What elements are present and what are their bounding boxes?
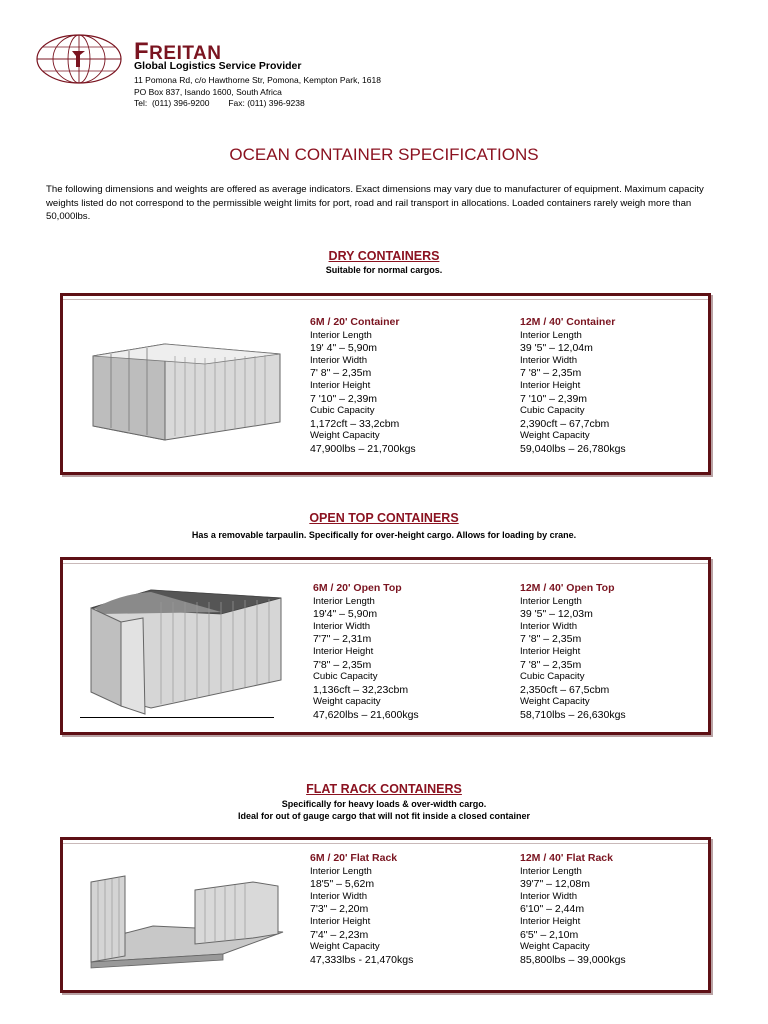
flat-rack-container-image [83,862,288,972]
spec-label: Interior Length [520,329,582,341]
spec-value: 47,333lbs - 21,470kgs [310,953,414,966]
spec-label: Weight Capacity [520,696,590,708]
spec-label: Interior Width [310,890,368,902]
flat-rack-containers-panel [60,837,711,993]
dry-40ft-heading: 12M / 40' Container [520,316,616,328]
spec-label: Interior Height [520,915,581,927]
spec-value: 19' 4" – 5,90m [310,342,378,355]
spec-label: Interior Height [520,645,581,657]
spec-label: Weight Capacity [520,430,590,442]
spec-label: Cubic Capacity [310,405,375,417]
open-top-40ft-heading: 12M / 40' Open Top [520,582,615,594]
section-subtitle-flat-rack-2: Ideal for out of gauge cargo that will not fit inside a closed container [237,811,531,821]
spec-value: 47,900lbs – 21,700kgs [310,442,416,455]
open-top-20ft-spec-column [313,582,419,722]
spec-value: 7'8" – 2,35m [313,658,372,671]
spec-label: Weight capacity [313,696,381,708]
spec-label: Interior Width [313,620,371,632]
flat-rack-40ft-heading: 12M / 40' Flat Rack [520,852,613,864]
spec-value: 18'5" – 5,62m [310,878,375,891]
spec-label: Interior Length [310,865,372,877]
spec-value: 7'7" – 2,31m [313,633,372,646]
flat-rack-20ft-heading: 6M / 20' Flat Rack [310,852,398,864]
spec-label: Weight Capacity [310,941,380,953]
spec-label: Interior Length [313,595,375,607]
spec-value: 6'5" – 2,10m [520,928,579,941]
spec-label: Cubic Capacity [520,671,585,683]
section-title-dry: DRY CONTAINERS [328,249,440,263]
spec-value: 7 '8" – 2,35m [520,367,582,380]
spec-label: Cubic Capacity [313,671,378,683]
spec-value: 7 '10" – 2,39m [310,392,378,405]
dry-containers-panel [60,293,711,475]
spec-value: 7 '8" – 2,35m [520,633,582,646]
dry-20ft-heading: 6M / 20' Container [310,316,400,328]
spec-value: 85,800lbs – 39,000kgs [520,953,626,966]
spec-label: Weight Capacity [520,941,590,953]
section-subtitle-dry: Suitable for normal cargos. [325,265,443,275]
flat-rack-20ft-spec-column [310,852,413,966]
spec-label: Interior Height [310,379,371,391]
page-title: OCEAN CONTAINER SPECIFICATIONS [229,145,539,164]
company-tagline: Global Logistics Service Provider [134,60,302,72]
spec-value: 7'4" – 2,23m [310,928,369,941]
spec-label: Interior Width [310,354,368,366]
spec-label: Interior Length [310,329,372,341]
dry-40ft-spec-column [520,316,626,456]
spec-label: Interior Width [520,354,578,366]
brand-rest: REITAN [149,43,222,64]
dry-20ft-spec-column [310,316,416,456]
spec-label: Interior Height [310,915,371,927]
spec-value: 7 '10" – 2,39m [520,392,588,405]
spec-value: 1,136cft – 32,23cbm [313,683,409,696]
dry-container-image [85,336,285,446]
section-subtitle-open-top: Has a removable tarpaulin. Specifically for over-height cargo. Allows for loading by crane. [191,530,577,540]
section-title-flat-rack: FLAT RACK CONTAINERS [306,782,462,796]
spec-value: 39 '5" – 12,03m [520,608,593,621]
open-top-containers-panel [60,557,711,735]
intro-paragraph: The following dimensions and weights are offered as average indicators. Exact dimensions may vary due to manufacturer of equipment. Maximum capacity weights listed do not correspond to the permissible weight limits for port, road and rail transport in allocations. Loaded containers rarely weigh more than 50,000lbs. [46,184,704,222]
section-subtitle-flat-rack-1: Specifically for heavy loads & over-width cargo. [281,799,487,809]
brand-initial: F [134,38,150,65]
section-title-open-top: OPEN TOP CONTAINERS [309,511,459,525]
spec-value: 6'10" – 2,44m [520,903,585,916]
spec-label: Cubic Capacity [520,405,585,417]
spec-value: 2,390cft – 67,7cbm [520,417,610,430]
spec-value: 1,172cft – 33,2cbm [310,417,400,430]
spec-value: 39'7" – 12,08m [520,878,590,891]
spec-value: 19'4" – 5,90m [313,608,378,621]
spec-label: Interior Width [520,890,578,902]
address-line-1: 11 Pomona Rd, c/o Hawthorne Str, Pomona, Kempton Park, 1618 [134,75,381,85]
spec-label: Interior Width [520,620,578,632]
spec-label: Interior Length [520,865,582,877]
spec-value: 7'3" – 2,20m [310,903,369,916]
spec-value: 7 '8" – 2,35m [520,658,582,671]
spec-label: Interior Height [313,645,374,657]
spec-value: 7' 8" – 2,35m [310,367,372,380]
spec-label: Interior Height [520,379,581,391]
image-underline-divider [80,717,274,718]
spec-label: Interior Length [520,595,582,607]
address-line-2: PO Box 837, Isando 1600, South Africa [134,87,282,97]
contact-line: Tel: (011) 396-9200 Fax: (011) 396-9238 [134,98,305,108]
flat-rack-40ft-spec-column [520,852,626,966]
open-top-40ft-spec-column [520,582,626,722]
spec-value: 59,040lbs – 26,780kgs [520,442,626,455]
spec-value: 2,350cft – 67,5cbm [520,683,610,696]
spec-value: 58,710lbs – 26,630kgs [520,708,626,721]
spec-label: Weight Capacity [310,430,380,442]
open-top-container-image [81,578,286,718]
open-top-20ft-heading: 6M / 20' Open Top [313,582,402,594]
freitan-globe-logo-icon [36,33,122,85]
spec-value: 39 '5" – 12,04m [520,342,593,355]
spec-value: 47,620lbs – 21,600kgs [313,708,419,721]
